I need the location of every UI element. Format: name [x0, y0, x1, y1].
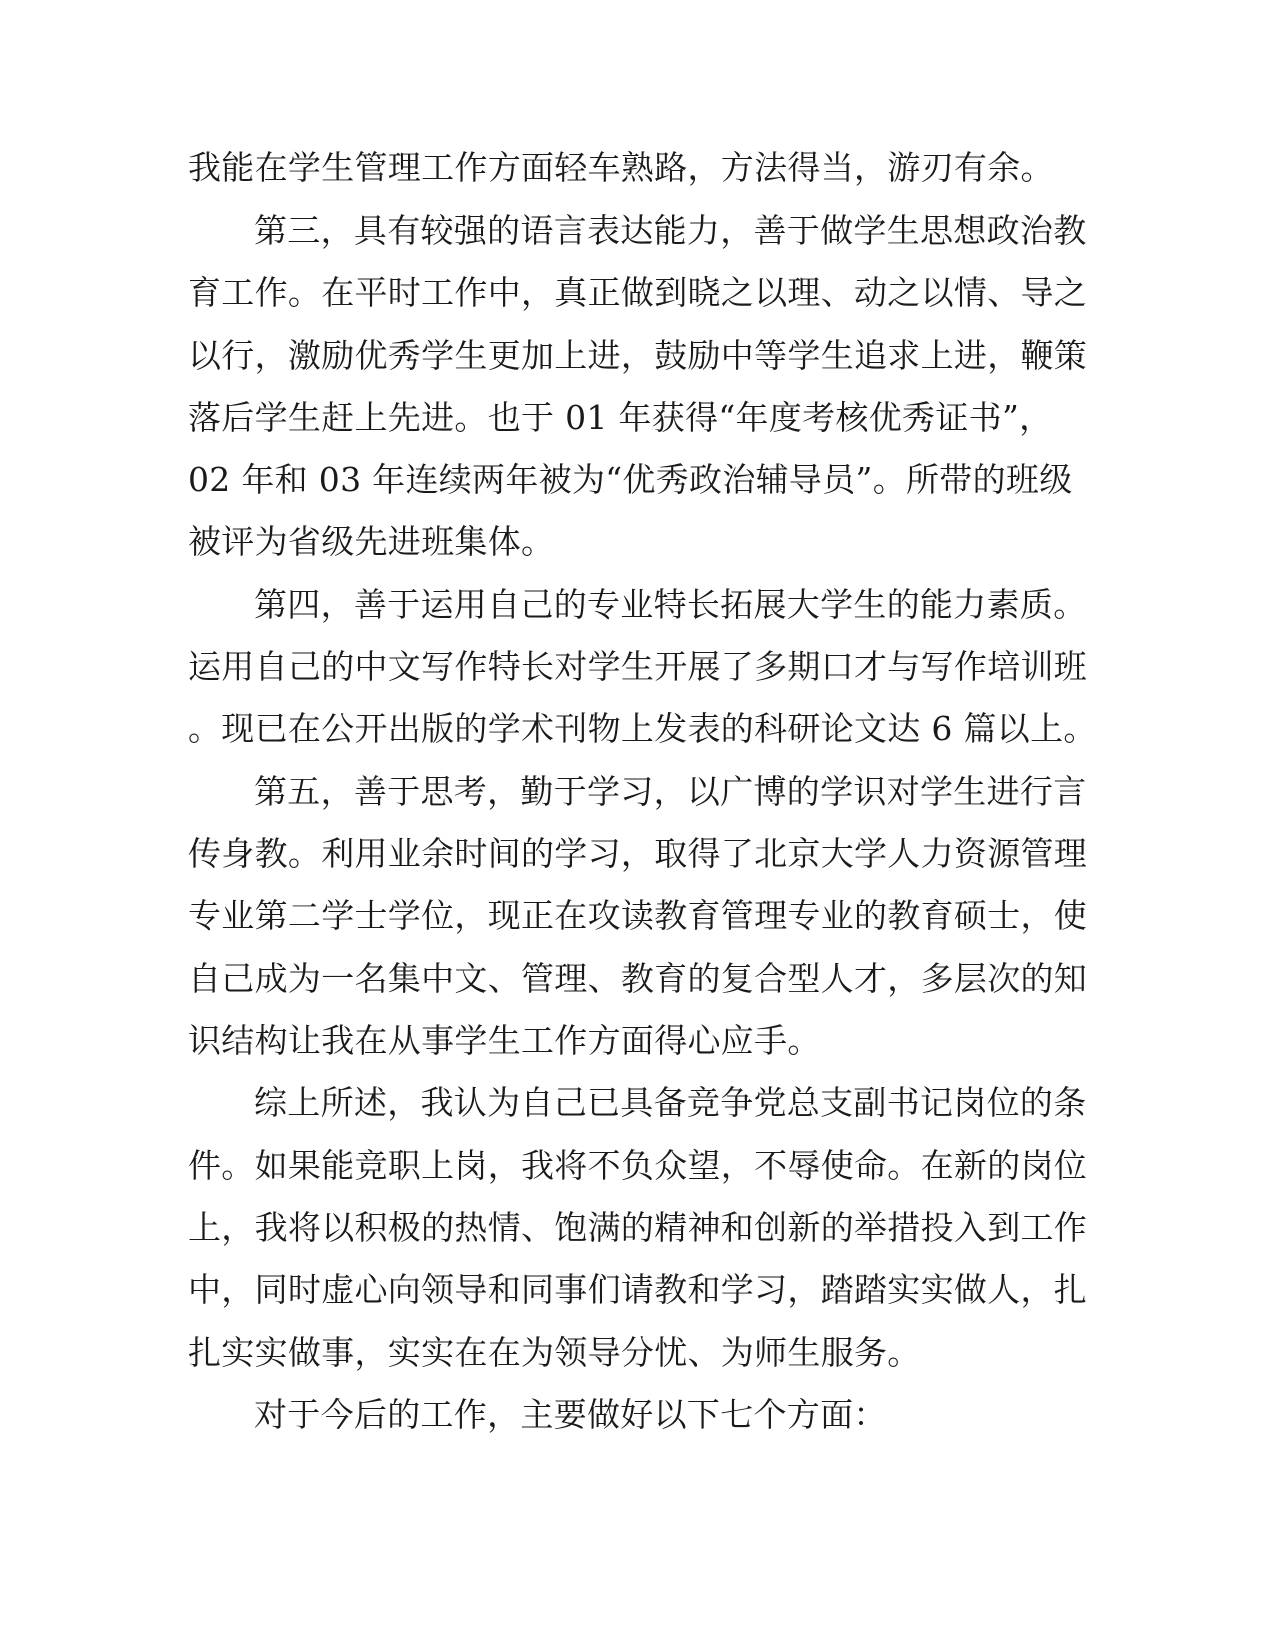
text-line: 被评为省级先进班集体。	[188, 522, 555, 561]
paragraph-start-line: 第三，具有较强的语言表达能力，善于做学生思想政治教	[254, 211, 1087, 250]
text-line: 育工作。在平时工作中，真正做到晓之以理、动之以情、导之	[188, 273, 1088, 312]
text-line: 专业第二学士学位，现正在攻读教育管理专业的教育硕士，使	[188, 896, 1088, 935]
text-line: 件。如果能竞职上岗，我将不负众望，不辱使命。在新的岗位	[188, 1146, 1088, 1185]
text-line: 落后学生赶上先进。也于 01 年获得“年度考核优秀证书”，	[188, 398, 1053, 437]
text-line: 02 年和 03 年连续两年被为“优秀政治辅导员”。所带的班级	[188, 460, 1073, 499]
text-line: 自己成为一名集中文、管理、教育的复合型人才，多层次的知	[188, 959, 1088, 998]
text-line: 。现已在公开出版的学术刊物上发表的科研论文达 6 篇以上。	[188, 709, 1097, 748]
paragraph-start-line: 综上所述，我认为自己已具备竞争党总支副书记岗位的条	[254, 1083, 1087, 1122]
text-line: 扎实实做事，实实在在为领导分忧、为师生服务。	[188, 1333, 921, 1372]
paragraph-start-line: 第四，善于运用自己的专业特长拓展大学生的能力素质。	[254, 585, 1087, 624]
text-line: 传身教。利用业余时间的学习，取得了北京大学人力资源管理	[188, 834, 1088, 873]
text-line: 识结构让我在从事学生工作方面得心应手。	[188, 1021, 821, 1060]
text-line: 我能在学生管理工作方面轻车熟路，方法得当，游刃有余。	[188, 148, 1054, 187]
text-line: 运用自己的中文写作特长对学生开展了多期口才与写作培训班	[188, 647, 1088, 686]
paragraph-start-line: 第五，善于思考，勤于学习，以广博的学识对学生进行言	[254, 772, 1087, 811]
text-line: 中，同时虚心向领导和同事们请教和学习，踏踏实实做人，扎	[188, 1270, 1088, 1309]
text-line: 上，我将以积极的热情、饱满的精神和创新的举措投入到工作	[188, 1208, 1088, 1247]
text-line: 以行，激励优秀学生更加上进，鼓励中等学生追求上进，鞭策	[188, 336, 1088, 375]
paragraph-start-line: 对于今后的工作，主要做好以下七个方面：	[254, 1395, 887, 1434]
